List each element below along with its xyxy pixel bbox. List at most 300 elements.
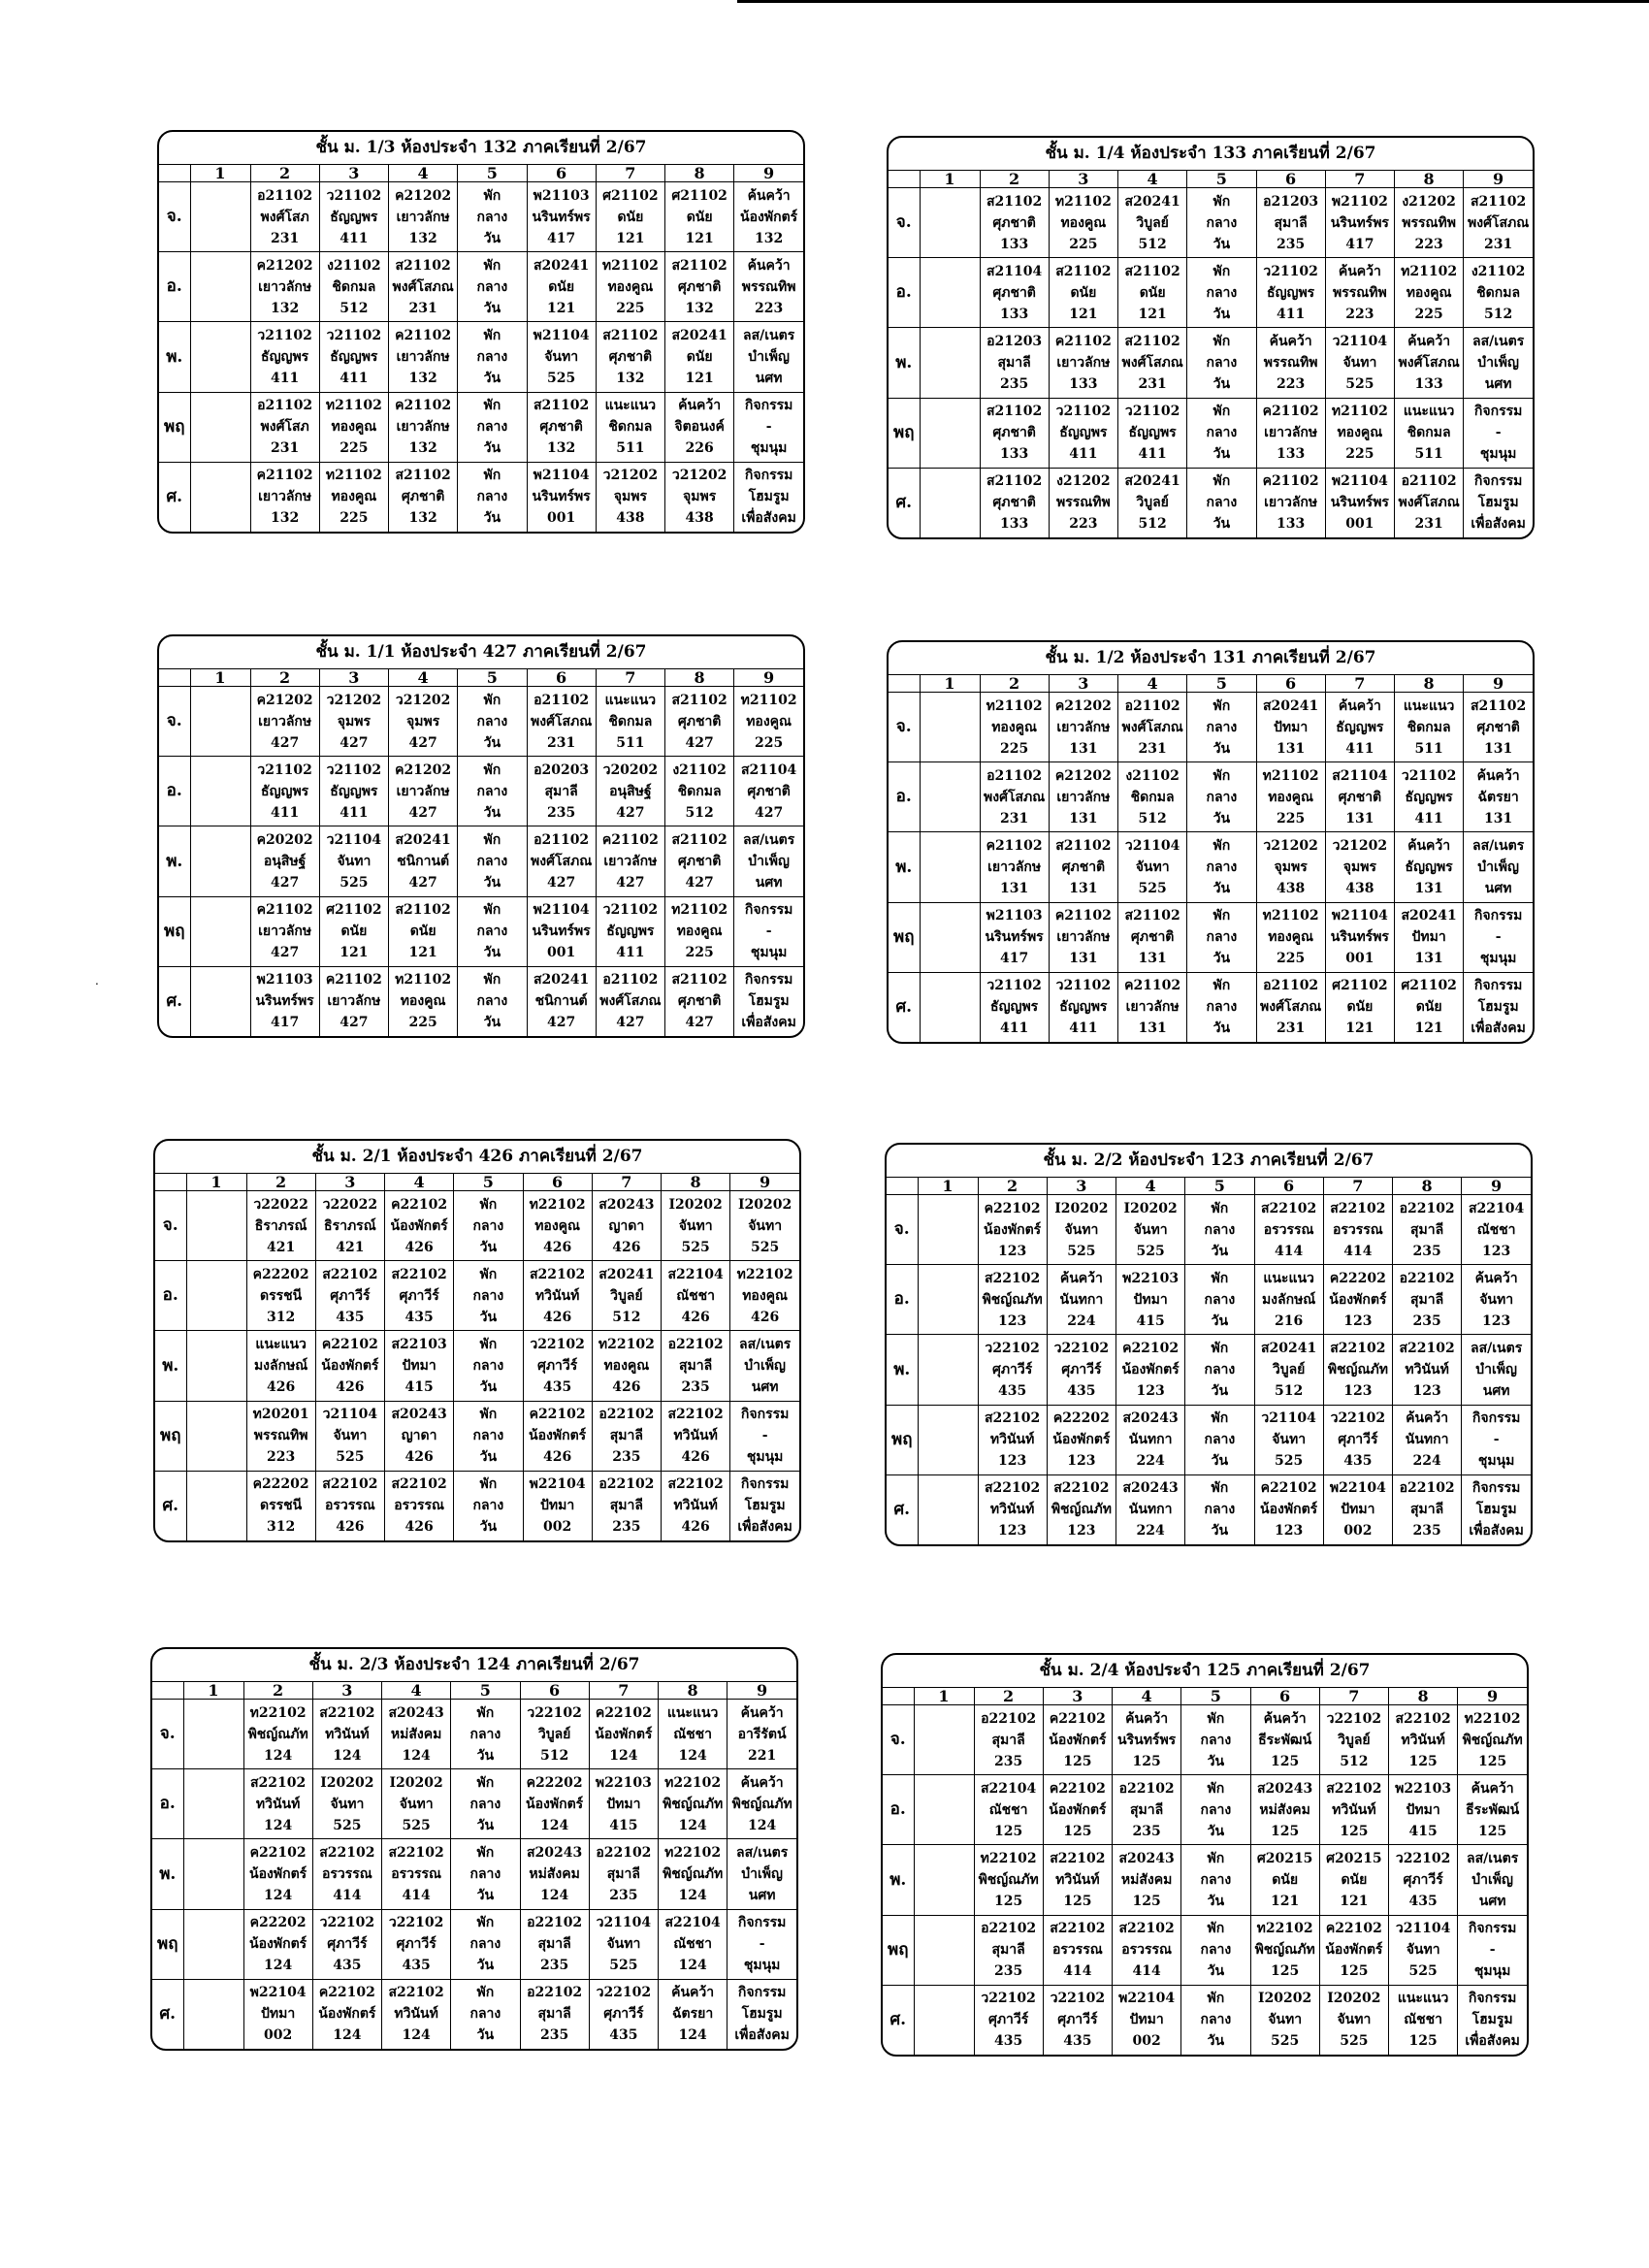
day-row — [883, 1985, 1527, 2055]
cell-line: สุมาลี — [1274, 214, 1308, 231]
cell-line: 411 — [1000, 1021, 1029, 1037]
period-cell — [596, 896, 664, 966]
period-cell — [315, 1191, 384, 1261]
period-cell — [250, 966, 319, 1036]
cell-line: ส22102 — [1118, 1921, 1175, 1937]
cell-line: ค22202 — [526, 1774, 583, 1791]
cell-line: ค22102 — [318, 1985, 375, 2001]
period-cell — [382, 1769, 451, 1839]
period-cell — [389, 252, 458, 322]
period-cell — [665, 252, 734, 322]
cell-line: 225 — [1000, 740, 1029, 757]
period-cell — [1049, 188, 1117, 258]
cell-line: นศท — [755, 875, 783, 891]
cell-line: ปัทมา — [1406, 1801, 1440, 1818]
period-cell — [382, 1700, 451, 1769]
cell-line: พรรณทิพ — [1263, 355, 1318, 371]
cell-line: 511 — [1414, 446, 1443, 463]
period-cell — [728, 1909, 796, 1979]
day-label: พฤ — [887, 1405, 918, 1474]
cell-line — [919, 1429, 978, 1450]
cell-line: 125 — [1132, 1894, 1161, 1909]
cell-line: ว21104 — [1124, 838, 1180, 854]
period-cell — [1043, 1705, 1112, 1775]
cell-line: ค้นคว้า — [747, 187, 791, 204]
period-cell — [1395, 188, 1464, 258]
cell-line: ทวินันท์ — [1401, 1732, 1445, 1748]
cell-line — [921, 401, 980, 422]
period-cell — [920, 972, 980, 1042]
cell-line: ดนัย — [340, 923, 368, 940]
cell-line: 132 — [408, 230, 437, 246]
period-cell — [914, 1985, 974, 2055]
cell-line: ชุมนุม — [746, 1449, 784, 1466]
cell-line: 125 — [1271, 1753, 1300, 1769]
cell-line: ศุภาวีร์ — [987, 2012, 1029, 2028]
cell-line: พงศ์โสภณ — [1121, 355, 1183, 371]
cell-line: 124 — [748, 1817, 777, 1833]
cell-line: ท22102 — [664, 1774, 722, 1791]
cell-line: ส20243 — [391, 1407, 447, 1423]
cell-line: พัก — [483, 468, 501, 484]
cell-line: 125 — [1340, 1963, 1369, 1980]
cell-line: อ22102 — [1399, 1200, 1455, 1216]
period-cell — [974, 1985, 1043, 2055]
cell-line: พิชญ์ณภัท — [663, 1796, 724, 1812]
period-cell — [1187, 468, 1256, 537]
period-cell — [589, 1909, 658, 1979]
period-cell — [520, 1979, 589, 2049]
period-cell — [250, 392, 319, 462]
cell-line: ค้นคว้า — [1338, 697, 1381, 714]
cell-line: นศท — [755, 371, 783, 386]
cell-line — [184, 1745, 243, 1766]
period-cell — [1395, 693, 1464, 762]
corner-cell — [159, 165, 190, 182]
cell-line: บำเพ็ญ — [1477, 355, 1519, 371]
cell-line: ค้นคว้า — [1471, 1780, 1514, 1797]
period-cell — [1113, 1705, 1181, 1775]
cell-line: 427 — [408, 734, 437, 751]
period-cell — [458, 252, 527, 322]
period-cell — [1319, 1845, 1388, 1915]
cell-line: กลาง — [1206, 355, 1238, 371]
period-cell — [914, 1775, 974, 1845]
day-label: อ. — [152, 1769, 183, 1839]
cell-line: พงศ์โสภณ — [531, 713, 593, 729]
timetable-grid — [887, 1145, 1531, 1544]
cell-line: อนุสิษฐ์ — [263, 854, 307, 869]
period-cell — [1118, 693, 1187, 762]
cell-line: พัก — [483, 398, 501, 414]
cell-line: พรรณทิพ — [1333, 284, 1387, 301]
cell-line: อรวรรณ — [1332, 1221, 1383, 1238]
cell-line: 125 — [1478, 1823, 1507, 1839]
cell-line: วัน — [1212, 1021, 1231, 1037]
day-row — [159, 966, 803, 1036]
cell-line: ณัชชา — [676, 1287, 716, 1304]
period-cell — [186, 1331, 246, 1401]
cell-line: ท21102 — [1054, 193, 1112, 210]
cell-line: 132 — [271, 300, 300, 316]
cell-line: ศ21102 — [1401, 978, 1457, 994]
day-label: ศ. — [883, 1985, 914, 2055]
period-cell — [312, 1769, 381, 1839]
cell-line: จันทา — [337, 854, 372, 869]
cell-line: เยาวลักษ — [1264, 425, 1318, 441]
cell-line: 426 — [681, 1519, 710, 1536]
cell-line: นันทกา — [1128, 1502, 1173, 1518]
cell-line — [191, 486, 250, 507]
cell-line: พัก — [476, 1915, 495, 1931]
cell-line: ส21102 — [395, 468, 451, 484]
period-cell — [980, 693, 1049, 762]
period-cell — [1325, 258, 1394, 328]
day-label: พฤ — [889, 902, 920, 972]
cell-line: พรรณทิพ — [1402, 214, 1456, 231]
cell-line: พัก — [483, 692, 501, 708]
period-cell — [1181, 1705, 1250, 1775]
cell-line: ค้นคว้า — [740, 1704, 784, 1721]
cell-line: บำเพ็ญ — [748, 349, 790, 365]
period-cell — [1118, 188, 1187, 258]
cell-line: เยาวลักษ — [1056, 719, 1111, 735]
cell-line: วัน — [479, 1519, 498, 1536]
period-cell — [312, 1909, 381, 1979]
cell-line: 414 — [333, 1888, 362, 1903]
cell-line: ว21104 — [1332, 334, 1388, 349]
cell-line — [191, 990, 250, 1012]
cell-line: ส20243 — [1118, 1851, 1175, 1866]
period-cell — [734, 182, 803, 252]
period-cell — [1389, 1845, 1458, 1915]
cell-line: 124 — [678, 2027, 707, 2044]
period-cell — [1116, 1335, 1185, 1405]
cell-line: 131 — [1069, 881, 1098, 896]
period-cell — [1118, 258, 1187, 328]
cell-line: ท22102 — [980, 1851, 1037, 1866]
cell-line: 125 — [1340, 1823, 1369, 1839]
cell-line: ดรรชนี — [260, 1287, 303, 1304]
cell-line: 231 — [1000, 810, 1029, 826]
period-cell — [1458, 1985, 1527, 2055]
period-cell — [1256, 328, 1325, 398]
corner-cell — [883, 1688, 914, 1705]
cell-line: บำเพ็ญ — [748, 854, 790, 869]
cell-line: พ21104 — [533, 902, 590, 919]
cell-line: 525 — [402, 1817, 431, 1833]
period-cell — [1323, 1405, 1392, 1474]
cell-line: ท22102 — [1464, 1710, 1521, 1727]
cell-line: นรินทร์พร — [1330, 495, 1389, 511]
cell-line: ศุภาวีร์ — [1057, 2012, 1098, 2028]
cell-line: เพื่อสังคม — [737, 1519, 792, 1536]
period-cell — [1254, 1265, 1323, 1335]
period-cell — [1118, 972, 1187, 1042]
period-cell — [1187, 398, 1256, 468]
period-cell — [1049, 398, 1117, 468]
cell-line — [191, 395, 250, 416]
cell-line: เยาวลักษ — [258, 489, 312, 505]
cell-line: ดนัย — [1415, 999, 1442, 1016]
cell-line: พ21102 — [1331, 193, 1388, 210]
cell-line: 123 — [1067, 1453, 1096, 1470]
cell-line — [915, 1778, 974, 1799]
cell-line: พงศ์โสภ — [260, 209, 309, 225]
cell-line: อ21102 — [257, 398, 313, 414]
day-label: อ. — [889, 258, 920, 328]
period-cell — [1043, 1775, 1112, 1845]
period-cell — [527, 687, 596, 757]
period-header: 5 — [1187, 171, 1256, 188]
period-cell — [250, 687, 319, 757]
cell-line: พ22104 — [1329, 1480, 1386, 1497]
cell-line — [915, 1869, 974, 1891]
cell-line: ชุมนุม — [750, 945, 788, 961]
cell-line: วิบูลย์ — [537, 1726, 571, 1742]
cell-line: ว21102 — [1124, 404, 1180, 420]
period-cell — [1458, 1775, 1527, 1845]
timetable-m2-2 — [885, 1143, 1533, 1546]
cell-line: 411 — [1138, 446, 1167, 463]
cell-line: 411 — [271, 804, 300, 821]
cell-line: 121 — [408, 945, 437, 961]
period-cell — [389, 322, 458, 392]
period-cell — [1395, 972, 1464, 1042]
cell-line: ท21102 — [325, 468, 382, 484]
cell-line — [921, 975, 980, 996]
cell-line: อ22102 — [598, 1407, 655, 1423]
cell-line: พงศ์โสภณ — [984, 789, 1046, 805]
cell-line: 525 — [333, 1817, 362, 1833]
cell-line: กลาง — [1200, 1801, 1232, 1818]
cell-line: ว21202 — [1263, 838, 1318, 854]
cell-line: อ21102 — [1401, 473, 1457, 490]
period-cell — [1049, 902, 1117, 972]
cell-line — [187, 1377, 246, 1398]
cell-line: กลาง — [469, 1796, 501, 1812]
cell-line — [921, 878, 980, 899]
period-cell — [527, 757, 596, 826]
cell-line: 525 — [336, 1449, 365, 1466]
cell-line: 124 — [678, 1888, 707, 1903]
cell-line: 525 — [1138, 881, 1167, 896]
period-cell — [246, 1331, 315, 1401]
cell-line: อ21203 — [986, 334, 1043, 349]
cell-line — [921, 905, 980, 926]
cell-line: ส22102 — [319, 1845, 375, 1861]
period-cell — [589, 1839, 658, 1909]
cell-line: 123 — [998, 1523, 1027, 1539]
cell-line: จันทา — [1406, 1942, 1440, 1959]
cell-line: ว21202 — [1332, 838, 1388, 854]
cell-line: สุมาลี — [537, 2006, 571, 2023]
cell-line — [915, 1730, 974, 1751]
period-cell — [315, 1261, 384, 1331]
cell-line: นันทกา — [1059, 1291, 1104, 1308]
period-header: 4 — [389, 669, 458, 687]
period-cell — [980, 762, 1049, 832]
cell-line: น้องพักตร์ — [1049, 1732, 1107, 1748]
cell-line: 231 — [408, 300, 437, 316]
period-header: 4 — [1118, 171, 1187, 188]
cell-line: ค21102 — [395, 398, 452, 414]
cell-line — [915, 2009, 974, 2030]
cell-line: ส21102 — [533, 398, 590, 414]
day-label: พฤ — [155, 1401, 186, 1471]
cell-line: 125 — [1063, 1753, 1092, 1769]
period-header: 3 — [1047, 1178, 1116, 1195]
day-label: พฤ — [159, 896, 190, 966]
cell-line: วัน — [476, 1817, 495, 1833]
day-row — [155, 1331, 799, 1401]
cell-line: ค22102 — [391, 1196, 448, 1213]
day-label: ศ. — [887, 1474, 918, 1544]
cell-line: นศท — [1484, 376, 1512, 392]
period-cell — [527, 462, 596, 532]
period-cell — [1118, 398, 1187, 468]
cell-line: 512 — [685, 804, 714, 821]
cell-line: 427 — [271, 945, 300, 961]
cell-line: 435 — [333, 1958, 362, 1974]
cell-line — [191, 899, 250, 921]
cell-line: วัน — [1211, 1453, 1229, 1470]
cell-line: 414 — [1343, 1243, 1373, 1259]
cell-line: 132 — [616, 371, 645, 386]
cell-line: 223 — [1414, 236, 1443, 252]
period-header: 7 — [1319, 1688, 1388, 1705]
cell-line: พัก — [483, 187, 501, 204]
cell-line: นรินทร์พร — [532, 489, 591, 505]
cell-line: 125 — [994, 1894, 1023, 1909]
cell-line — [184, 1982, 243, 2003]
timetable-m1-1 — [157, 634, 805, 1038]
cell-line: 123 — [1412, 1383, 1441, 1399]
cell-line: 133 — [1277, 446, 1306, 463]
cell-line: 438 — [1345, 881, 1374, 896]
corner-cell — [152, 1682, 183, 1700]
cell-line: จันทา — [544, 349, 579, 365]
period-cell — [319, 322, 388, 392]
cell-line: จันทา — [1479, 1291, 1514, 1308]
cell-line: ทวินันท์ — [325, 1726, 370, 1742]
period-cell — [665, 966, 734, 1036]
cell-line: อ21203 — [1263, 193, 1319, 210]
cell-line: กลาง — [1204, 1362, 1236, 1377]
cell-line — [915, 1960, 974, 1982]
cell-line — [921, 234, 980, 255]
period-cell — [980, 972, 1049, 1042]
period-cell — [1389, 1775, 1458, 1845]
period-header: 7 — [1323, 1178, 1392, 1195]
cell-line: ค้นคว้า — [1407, 334, 1451, 349]
period-cell — [1187, 972, 1256, 1042]
cell-line: น้องพักตร์ — [249, 1936, 307, 1953]
cell-line — [191, 829, 250, 851]
cell-line: เยาวลักษ — [396, 419, 450, 436]
cell-line: 124 — [264, 1888, 293, 1903]
period-header: 4 — [1113, 1688, 1181, 1705]
cell-line: - — [1495, 425, 1502, 441]
cell-line: วิบูลย์ — [610, 1287, 643, 1304]
day-label: อ. — [883, 1775, 914, 1845]
cell-line: กิจกรรม — [1473, 908, 1523, 924]
cell-line: ธัญญพร — [261, 783, 309, 799]
cell-line: อ22102 — [598, 1476, 655, 1493]
period-cell — [918, 1195, 978, 1265]
cell-line: 123 — [1136, 1383, 1165, 1399]
cell-line: ว21102 — [1263, 263, 1318, 279]
period-cell — [190, 966, 250, 1036]
period-cell — [190, 896, 250, 966]
period-cell — [978, 1265, 1047, 1335]
corner-cell — [889, 171, 920, 188]
period-cell — [1458, 1705, 1527, 1775]
cell-line: ว21102 — [1055, 978, 1112, 994]
cell-line: 235 — [1132, 1823, 1161, 1839]
day-row — [883, 1775, 1527, 1845]
day-label: พ. — [155, 1331, 186, 1401]
cell-line: ปัทมา — [1274, 719, 1309, 735]
cell-line: กิจกรรม — [1473, 978, 1523, 994]
cell-line: ธัญญพร — [330, 783, 378, 799]
period-cell — [728, 1839, 796, 1909]
cell-line: ทองคูณ — [742, 1287, 789, 1304]
cell-line: 411 — [340, 230, 369, 246]
period-cell — [1187, 902, 1256, 972]
period-cell — [1116, 1405, 1185, 1474]
period-cell — [662, 1261, 730, 1331]
cell-line: 411 — [1414, 810, 1443, 826]
cell-line: พัก — [476, 1985, 495, 2001]
cell-line: กลาง — [469, 1866, 501, 1882]
cell-line: 125 — [1132, 1753, 1161, 1769]
cell-line: จันทา — [1268, 2012, 1303, 2028]
cell-line — [921, 835, 980, 857]
cell-line: 231 — [547, 734, 576, 751]
period-cell — [589, 1769, 658, 1839]
cell-line: พงศ์โสภณ — [599, 993, 662, 1010]
cell-line: ว22102 — [1330, 1410, 1386, 1427]
cell-line: 001 — [1345, 516, 1374, 533]
day-row — [889, 328, 1533, 398]
period-header: 3 — [1043, 1688, 1112, 1705]
cell-line: กลาง — [476, 923, 508, 940]
cell-line: ลส/เนตร — [1471, 1341, 1523, 1356]
cell-line: 525 — [1345, 376, 1374, 392]
cell-line: ง21102 — [327, 257, 381, 274]
cell-line: กลาง — [1204, 1502, 1236, 1518]
cell-line: ว21102 — [1401, 767, 1457, 784]
cell-line: 426 — [543, 1309, 572, 1325]
cell-line: อ22102 — [981, 1710, 1037, 1727]
period-cell — [1393, 1405, 1462, 1474]
cell-line: ค้นคว้า — [1406, 1410, 1449, 1427]
period-header: 6 — [523, 1174, 592, 1191]
cell-line: ค22102 — [595, 1704, 652, 1721]
cell-line: ณัชชา — [673, 1726, 713, 1742]
cell-line: 427 — [547, 1015, 576, 1031]
day-row — [155, 1191, 799, 1261]
day-row — [887, 1405, 1531, 1474]
day-label: พ. — [159, 826, 190, 896]
cell-line: ทวินันท์ — [1405, 1362, 1449, 1377]
period-cell — [980, 468, 1049, 537]
cell-line — [191, 185, 250, 207]
cell-line: 426 — [404, 1239, 434, 1255]
cell-line: แนะแนว — [1403, 404, 1455, 420]
period-cell — [1464, 693, 1533, 762]
